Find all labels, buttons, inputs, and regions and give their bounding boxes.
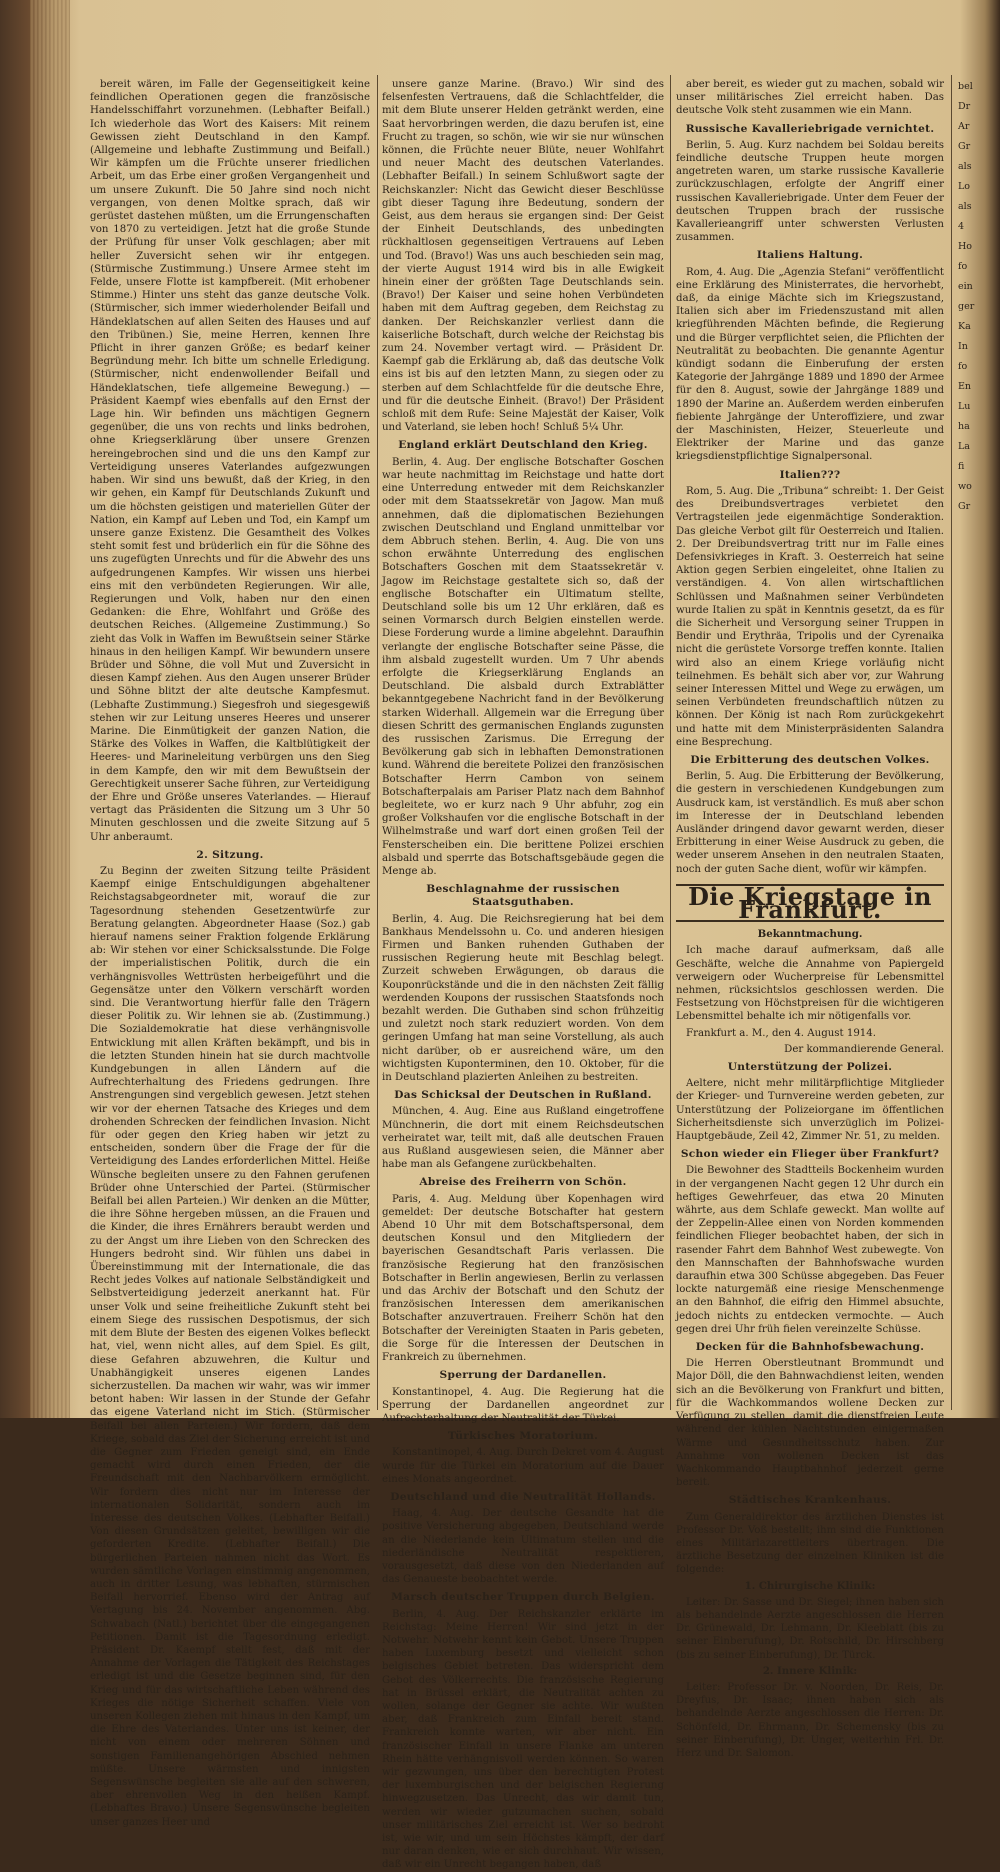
article-text: Leiter: Dr. Sasse und Dr. Siegel; ihnen haben sich als behandelnde Aerzte angeschlossen die Herren Dr. Grünewald, Dr. Lehmann, Dr. Kleeblatt (bis zu seiner Einberufung), Dr. Rotschild, Dr. Hirschberg (bis zu seiner Einberufung), Dr. Türck. (676, 1596, 944, 1661)
article-text: aber bereit, es wieder gut zu machen, sobald wir unser militärisches Ziel erreicht haben. Das deutsche Volk steht zusammen wie ein Mann. (676, 79, 944, 117)
section-heading: England erklärt Deutschland den Krieg. (398, 439, 648, 452)
section-heading: Deutschland und die Neutralität Hollands. (390, 1490, 656, 1503)
article-text: Rom, 4. Aug. Die „Agenzia Stefani“ veröffentlicht eine Erklärung des Ministerrates, die hervorhebt, daß, da einige Mächte sich im Kriegszustand, Italien sich aber im Friedenszustand mit allen kriegführenden Mächten befinde, die Regierung und die Bürger verpflichtet seien, die Pflichten der Neutralität zu beobachten. Die genannte Agentur kündigt sodann die Einberufung der ersten Kategorie der Jahrgänge 1889 und 1890 der Armee für den 8. August, sowie der Jahrgänge 1889 und 1890 der Marine an. Außerdem werden einberufen fiebiente Jahrgänge der Unteroffiziere, und zwar der Maschinisten, Heizer, Steuerleute und Elektriker der Marine und das ganze kriegsdienstpflichtige Signalpersonal. (676, 266, 944, 463)
fragment-word: bel (958, 81, 973, 92)
fragment-word: als (958, 161, 972, 172)
fragment-word: 4 (958, 221, 965, 232)
column-2 (382, 78, 664, 1871)
page-edge (30, 0, 70, 1418)
fragment-word: wo (958, 481, 972, 492)
column-rule (951, 75, 952, 1410)
section-heading: Decken für die Bahnhofsbewachung. (695, 1341, 925, 1354)
section-heading: Abreise des Freiherrn von Schön. (419, 1176, 627, 1189)
article-text: München, 4. Aug. Eine aus Rußland eingetroffene Münchnerin, die dort mit einem Reichsdeutschen verheiratet war, teilt mit, daß alle deutschen Frauen aus Rußland ausgewiesen seien, die Männer aber habe man als Gefangene zurückbehalten. (382, 1106, 664, 1171)
fragment-word: fo (958, 361, 968, 372)
fragment-word: En (958, 381, 972, 392)
fragment-word: La (958, 441, 970, 452)
fragment-word: Ar (958, 121, 970, 132)
section-heading: Das Schicksal der Deutschen in Rußland. (394, 1089, 652, 1102)
fragment-word: Lo (958, 181, 971, 192)
article-text: Aeltere, nicht mehr militärpflichtige Mitglieder der Krieger- und Turnvereine werden gebeten, zur Unterstützung der Polizeiorgane im öffentlichen Sicherheitsdienste sich unverzüglich im Polizei-Hauptgebäude, Zeil 42, Zimmer Nr. 51, zu melden. (676, 1078, 944, 1143)
fragment-word: fo (958, 261, 968, 272)
fragment-word: ger (958, 301, 975, 312)
fragment-word: In (958, 341, 968, 352)
column-3 (676, 78, 944, 1759)
article-text: Berlin, 4. Aug. Der Reichskanzler erklärte im Reichstag: Meine Herren! Wir sind jetzt in der Notwehr. Notwehr kennt kein Gebot. Unsere Truppen haben Luxemburg besetzt und vielleicht schon belgisches Gebiet betreten. Das widerspricht dem Gebot des Völkerrechts. Die französische Regierung hat in Brüssel erklärt, die Neutralität achten zu wollen, solange der Gegner sie achte. Wir wußten aber, daß Frankreich zum Einfall bereit stand. Frankreich konnte warten, wir aber nicht. Ein französischer Einfall in unsere Flanke am unteren Rhein hätte verhängnisvoll werden können. So waren wir gezwungen, uns über den berechtigten Protest der luxemburgischen und der belgischen Regierung hinwegzusetzen. Das Unrecht, das wir damit tun, werden wir wieder gutzumachen suchen, sobald unser militärisches Ziel erreicht ist. Wer so bedroht ist, wie wir, und um sein Höchstes kämpft, der darf nur daran denken, wie er sich durchhaut. Wir wissen, daß wir ein Unrecht begangen haben, daß (382, 1608, 664, 1871)
section-heading: Städtisches Krankenhaus. (728, 1494, 892, 1507)
section-heading: Schon wieder ein Flieger über Frankfurt? (680, 1148, 940, 1161)
article-text: Berlin, 4. Aug. Der englische Botschafter Goschen war heute nachmittag im Reichstage und hatte dort eine Unterredung entweder mit dem Reichskanzler oder mit dem Staatssekretär von Jagow. Man muß annehmen, daß die diplomatischen Beziehungen zwischen Deutschland und England unmittelbar vor dem Abbruch stehen. Berlin, 4. Aug. Die von uns schon erwähnte Unterredung des englischen Botschafters Goschen mit dem Staatssekretär v. Jagow im Reichstage gestaltete sich so, daß der englische Botschafter ein Ultimatum stellte, Deutschland solle bis um 12 Uhr erklären, daß es seinen Vormarsch durch Belgien einstellen werde. Diese Forderung wurde a limine abgelehnt. Daraufhin verlangte der englische Botschafter seine Pässe, die ihm alsbald zugestellt wurden. Um 7 Uhr abends erfolgte die Kriegserklärung Englands an Deutschland. Die alsbald durch Extrablätter bekanntgegebene Nachricht fand in der Bevölkerung starken Widerhall. Allgemein war die Erregung über diesen Schritt des germanischen Englands zugunsten des russischen Zarismus. Die Erregung der Bevölkerung gab sich in lebhaften Demonstrationen kund. Während die bereitete Polizei den französischen Botschafter Herrn Cambon von seinem Botschafterpalais am Pariser Platz nach dem Bahnhof begleitete, wo er kurz nach 9 Uhr abfuhr, zog ein großer Volkshaufen vor die englische Botschaft in der Wilhelmstraße und warf dort einen großen Teil der Fensterscheiben ein. Die berittene Polizei erschien alsbald und sperrte das Botschaftsgebäude gegen die Menge ab. (382, 456, 664, 877)
article-text: Die Herren Oberstleutnant Brommundt und Major Döll, die den Bahnwachdienst leiten, wenden sich an die Bevölkerung von Frankfurt und bitten, für die Wachkommandos wollene Decken zur Verfügung zu stellen, damit die dienstfreien Leute während der kühlen Nachtstunden einigermaßen Wärme und Gesundheitsschutz haben. Zur Annahme von wollenen Decken ist das Wachkommando Hauptbahnhof jederzeit gerne bereit. (676, 1358, 944, 1489)
article-text: Die Bewohner des Stadtteils Bockenheim wurden in der vergangenen Nacht gegen 12 Uhr durch ein heftiges Gewehrfeuer, das etwa 20 Minuten währte, aus dem Schlafe geweckt. Man wollte auf der Zeppelin-Allee einen von Norden kommenden feindlichen Flieger beobachtet haben, der sich in rasender Fahrt dem Bahnhof West zubewegte. Von den Mannschaften der Bahnhofswache wurden daraufhin etwa 300 Schüsse abgegeben. Das Feuer lockte naturgemäß eine riesige Menschenmenge an den Bahnhof, die eifrig den Himmel absuchte, jedoch nichts zu entdecken vermochte. — Auch gegen drei Uhr früh fielen vereinzelte Schüsse. (676, 1165, 944, 1335)
article-text: Ich mache darauf aufmerksam, daß alle Geschäfte, welche die Annahme von Papiergeld verweigern oder Wucherpreise für Lebensmittel nehmen, rücksichtslos geschlossen werden. Die Festsetzung von Höchstpreisen für die wichtigeren Lebensmittel behalte ich mir nötigenfalls vor. (676, 945, 944, 1023)
article-text: Konstantinopel, 4. Aug. Die Regierung hat die Sperrung der Dardanellen angeordnet zur Aufrechterhaltung der Neutralität der Türkei. (382, 1386, 664, 1424)
section-heading: Russische Kavalleriebrigade vernichtet. (685, 122, 935, 135)
section-heading: 2. Sitzung. (196, 848, 264, 861)
article-text: Haag, 4. Aug. Der deutsche Gesandte hat die positive Versicherung abgegeben, Deutschland werde an die Niederlande kein Ultimatum stellen und die niederländische Neutralität respektieren, vorausgesetzt, daß diese von den Niederlanden auf das Genaueste beobachtet werde. (382, 1508, 664, 1586)
section-heading: Marsch deutscher Truppen durch Belgien. (391, 1591, 655, 1604)
article-text: bereit wären, im Falle der Gegenseitigkeit keine feindlichen Operationen gegen die französische Handelsschiffahrt vorzunehmen. (Lebhafter Beifall.) Ich wiederhole das Wort des Kaisers: Mit reinem Gewissen zieht Deutschland in den Kampf. (Allgemeine und lebhafte Zustimmung und Beifall.) Wir kämpfen um die Früchte unserer friedlichen Arbeit, um das Erbe einer großen Vergangenheit und um unsere Zukunft. Die 50 Jahre sind noch nicht vergangen, von denen Moltke sprach, daß wir gerüstet dastehen müßten, um die Errungenschaften von 1870 zu verteidigen. Jetzt hat die große Stunde der Prüfung für unser Volk geschlagen; aber mit heller Zuversicht sehen wir ihr entgegen. (Stürmische Zustimmung.) Unsere Armee steht im Felde, unsere Flotte ist kampfbereit. (Mit erhobener Stimme.) Hinter uns steht das ganze deutsche Volk. (Stürmischer, sich immer wiederholender Beifall und Händeklatschen auf allen Seiten des Hauses und auf den Tribünen.) Sie, meine Herren, kennen Ihre Pflicht in ihrer ganzen Größe; es bedarf keiner Begründung mehr. Ich bitte um schnelle Erledigung. (Stürmischer, nicht endenwollender Beifall und Händeklatschen, tiefe allgemeine Bewegung.) — Präsident Kaempf wies ebenfalls auf den Ernst der Lage hin. Wir befinden uns mächtigen Gegnern gegenüber, die uns von rechts und links bedrohen, ohne Kriegserklärung über unsere Grenzen hereingebrochen sind und die uns den Kampf zur Verteidigung unseres Vaterlandes aufgezwungen haben. Wir sind uns bewußt, daß der Krieg, in den wir gehen, ein Kampf für Deutschlands Zukunft und um die höchsten geistigen und materiellen Güter der Nation, ein Kampf auf Leben und Tod, ein Kampf um unsere ganze Existenz. Die Gesamtheit des Volkes steht somit fest und brüderlich ein für die Söhne des uns zugefügten Unrechts und für die Abwehr des uns aufgedrungenen Kampfes. Wir wissen uns hierbei eins mit den verbündeten Regierungen. Wir alle, Regierungen und Volk, haben nur den einen Gedanken: die Ehre, Wohlfahrt und Größe des deutschen Reiches. (Allgemeine Zustimmung.) So zieht das Volk in Waffen im Bewußtsein seiner Stärke hinaus in den heiligen Kampf. Wir bewundern unsere Brüder und Söhne, die voll Mut und Zuversicht in diesen Kampf ziehen. Aus den Augen unserer Brüder und Söhne blitzt der alte deutsche Kampfesmut. (Lebhafte Zustimmung.) Siegesfroh und siegesgewiß stehen wir zur Leitung unseres Heeres und unserer Marine. Die Einmütigkeit der ganzen Nation, die Stärke des Volkes in Waffen, die Kaltblütigkeit der Heeres- und Marineleitung verbürgen uns den Sieg in dem Kampfe, den wir mit dem Bewußtsein der Gerechtigkeit unserer Sache führen, zur Verteidigung der Ehre und Größe unseres Vaterlandes. — Hierauf vertagt das Präsidenten die Sitzung um 3 Uhr 50 Minuten geschlossen und die zweite Sitzung auf 5 Uhr anberaumt. (90, 79, 370, 843)
fragment-word: Gr (958, 501, 971, 512)
fragment-word: ein (958, 281, 973, 292)
clinic-heading: 2. Innere Klinik: (762, 1664, 858, 1677)
fragment-word: Gr (958, 141, 971, 152)
column-1 (90, 78, 370, 1828)
fragment-word: Lu (958, 401, 971, 412)
adjacent-page-fragment (958, 80, 1000, 1380)
article-text: Konstantinopel, 4. Aug. Durch Dekret vom 4. August wurde für die Türkei ein Moratorium auf die Dauer eines Monats angeordnet. (382, 1447, 664, 1485)
article-text: Zum Generaldirektor des ärztlichen Dienstes ist Professor Dr. Voß bestellt; ihm sind die Funktionen eines Militärlazarettleiters übertragen. Die ärztliche Besetzung der einzelnen Kliniken ist die folgende: (676, 1511, 944, 1576)
section-banner: Die Kriegstage in Frankfurt. (676, 884, 944, 922)
clinic-heading: 1. Chirurgische Klinik: (744, 1579, 876, 1592)
article-text: Berlin, 5. Aug. Kurz nachdem bei Soldau bereits feindliche deutsche Truppen heute morgen angetreten waren, um starke russische Kavallerie zurückzuschlagen, erfolgte der Angriff einer russischen Kavalleriebrigade. Unter dem Feuer der deutschen Truppen brach der russische Kavallerieangriff unter schwersten Verlusten zusammen. (676, 139, 944, 244)
signature: Der kommandierende General. (784, 1043, 944, 1055)
section-heading: Italien??? (779, 468, 841, 481)
fragment-word: ha (958, 421, 970, 432)
article-text: Zu Beginn der zweiten Sitzung teilte Präsident Kaempf einige Entschuldigungen abgehaltener Reichstagsabgeordneter mit, worauf die zur Tagesordnung stehenden Gesetzentwürfe zur Beratung gelangten. Abgeordneter Haase (Soz.) gab hierauf namens seiner Fraktion folgende Erklärung ab: Wir stehen vor einer Schicksalsstunde. Die Folge der imperialistischen Politik, durch die ein verhängnisvolles Wettrüsten herbeigeführt und die Gegensätze unter den Völkern verschärft worden sind. Die Verantwortung hierfür falle den Trägern dieser Politik zu. Wir lehnen sie ab. (Zustimmung.) Die Sozialdemokratie hat diese verhängnisvolle Entwicklung mit allen Kräften bekämpft, und bis in die letzten Stunden hinein hat sie durch machtvolle Kundgebungen in allen Ländern auf die Aufrechterhaltung des Friedens gedrungen. Ihre Anstrengungen sind vergeblich gewesen. Jetzt stehen wir vor der ehernen Tatsache des Krieges und dem drohenden Schrecken der feindlichen Invasion. Nicht für oder gegen den Krieg haben wir jetzt zu entscheiden, sondern über die Frage der für die Verteidigung des Landes erforderlichen Mittel. Heiße Wünsche begleiten unsere zu den Fahnen gerufenen Brüder ohne Unterschied der Partei. (Stürmischer Beifall bei allen Parteien.) Wir denken an die Mütter, die ihre Söhne hergeben müssen, an die Frauen und die Kinder, die ihres Ernährers beraubt werden und zu der Angst um ihre Lieben von den Schrecken des Hungers bedroht sind. Wir fühlen uns dabei in Übereinstimmung mit der Internationale, die das Recht jedes Volkes auf nationale Selbständigkeit und Selbstverteidigung jederzeit anerkannt hat. Für unser Volk und seine freiheitliche Zukunft steht bei einem Siege des russischen Despotismus, der sich mit dem Blute der Besten des eigenen Volkes befleckt hat, viel, wenn nicht alles, auf dem Spiel. Es gilt, diese Gefahren abzuwehren, die Kultur und Unabhängigkeit unseres eigenen Landes sicherzustellen. Da machen wir wahr, was wir immer betont haben: Wir lassen in der Stunde der Gefahr das eigene Vaterland nicht im Stich. (Stürmischer Beifall bei allen Parteien.) Wir fordern, daß dem Kriege, sobald das Ziel der Sicherung erreicht ist und die Gegner zum Frieden geneigt sind, ein Ende gemacht wird durch einen Frieden, der die Freundschaft mit den Nachbarvölkern ermöglicht. Wir fordern dies nicht nur im Interesse der internationalen Solidarität, sondern auch im Interesse des deutschen Volkes. (Lebhafter Beifall.) Von diesen Grundsätzen geleitet, bewilligen wir die geforderten Kredite. (Lebhafter Beifall.) Die bürgerlichen Parteien nahmen nicht das Wort. Es wurden sämtliche Vorlagen einstimmig angenommen, auch in dritter Lesung, was lebhaften, stürmischen Beifall hervorrief. Ebenso wird der Antrag auf Vertagung bis 24. November angenommen. Abg. Schwabach (Natl.) berichtet über die eingegangenen Petitionen. Damit ist die Tagesordnung erledigt. Präsident Dr. Kaempf stellt fest, daß mit der Annahme der Vorlagen die Tätigkeit des Reichstages erledigt ist und die Gesetze beginnen sind, für den Krieg und für das wirtschaftliche Leben während des Krieges die nötige Sicherheit schaffen. Viele von unseren Kollegen ziehen mit hinaus in den Kampf, um die Ehre des Vaterlandes. Unter uns ist keiner, der nicht von einem oder mehreren Söhnen und sonstigen Familienangehörigen Abschied nehmen müßte. Unsere wärmsten und innigsten Segenswünsche begleiten sie alle auf den schweren, aber ehrenvollen Weg in den heißen Kampf. (Lebhaftes Bravo.) Unsere Segenswünsche begleiten unser ganzes Heer und (90, 865, 370, 1828)
section-heading: Beschlagnahme der russischen Staatsguthaben. (426, 883, 620, 909)
fragment-word: Ka (958, 321, 971, 332)
section-heading: Türkisches Moratorium. (447, 1430, 599, 1443)
article-text: Berlin, 4. Aug. Die Reichsregierung hat bei dem Bankhaus Mendelssohn u. Co. und anderen hiesigen Firmen und Banken ruhenden Guthaben der russischen Regierung heute mit Beschlag belegt. Zurzeit schweben Erwägungen, ob daraus die Kouponrückstände und die in den nächsten Zeit fällig werdenden Koupons der russischen Staatsfonds noch bezahlt werden. Die Guthaben sind schon frühzeitig und zuletzt noch stark reduziert worden. Von dem geringen Umfang hat man seine Vorstellung, als auch nicht darüber, ob er ausreichend wäre, um den wichtigsten Kuponterminen, den 10. Oktober, für die in Deutschland plazierten Anleihen zu bestreiten. (382, 913, 664, 1084)
section-heading: Die Erbitterung des deutschen Volkes. (690, 753, 930, 766)
article-text: Berlin, 5. Aug. Die Erbitterung der Bevölkerung, die gestern in verschiedenen Kundgebungen zum Ausdruck kam, ist verständlich. Es muß aber schon im Interesse der in Deutschland lebenden Ausländer dringend davor gewarnt werden, dieser Erbitterung in einer Weise Ausdruck zu geben, die weder unserem Ansehen in den neutralen Staaten, noch der guten Sache dient, wofür wir kämpfen. (676, 771, 944, 875)
section-heading: Italiens Haltung. (756, 249, 864, 262)
article-text: Leiter: Professor Dr. v. Noorden, Dr. Reis, Dr. Dreyfus, Dr. Isaac; ihnen haben sich als behandelnde Aerzte angeschlossen die Herren: Dr. Schönfeld, Dr. Ehrmann, Dr. Schemensky (bis zu seiner Einberufung), Dr. Unger, weiterhin Frl. Dr. Herz und Dr. Salomon. (676, 1681, 944, 1759)
fragment-word: als (958, 201, 972, 212)
article-text: Paris, 4. Aug. Meldung über Kopenhagen wird gemeldet: Der deutsche Botschafter hat gestern Abend 10 Uhr mit dem Botschaftspersonal, dem deutschen Konsul und den Mitgliedern der bayerischen Gesandtschaft Paris verlassen. Die französische Regierung hat den französischen Botschafter in Berlin angewiesen, Berlin zu verlassen und das Archiv der Botschaft und den Schutz der französischen Interessen dem amerikanischen Botschafter anzuvertrauen. Freiherr Schön hat den Botschafter der Vereinigten Staaten in Paris gebeten, die Sorge für die Interessen der Deutschen in Frankreich zu übernehmen. (382, 1193, 664, 1364)
column-rule (377, 75, 378, 1410)
fragment-word: fi (958, 461, 965, 472)
article-text: unsere ganze Marine. (Bravo.) Wir sind des felsenfesten Vertrauens, daß die Schlachtfelder, die mit dem Blute unserer Helden getränkt werden, eine Saat hervorbringen werden, die dazu berufen ist, eine Frucht zu tragen, so schön, wie wir sie nur wünschen können, die Früchte neuer Blüte, neuer Wohlfahrt und neuer Macht des deutschen Vaterlandes. (Lebhafter Beifall.) In seinem Schlußwort sagte der Reichskanzler: Nicht das Gewicht dieser Beschlüsse gibt dieser Tagung ihre Bedeutung, sondern der Geist, aus dem heraus sie ergangen sind: Der Geist der Einheit Deutschlands, des unbedingten rückhaltlosen gegenseitigen Vertrauens auf Leben und Tod. (Bravo!) Was uns auch beschieden sein mag, der vierte August 1914 wird bis in alle Ewigkeit hinein einer der größten Tage Deutschlands sein. (Bravo!) Der Kaiser und seine hohen Verbündeten haben mit dem Auftrag gegeben, dem Reichstag zu danken. Der Reichskanzler verliest dann die kaiserliche Botschaft, durch welche der Reichstag bis zum 24. November vertagt wird. — Präsident Dr. Kaempf gab die Erklärung ab, daß das deutsche Volk eins ist bis auf den letzten Mann, zu siegen oder zu sterben auf dem Schlachtfelde für die deutsche Ehre, und für die deutsche Einheit. (Bravo!) Der Präsident schloß mit dem Rufe: Seine Majestät der Kaiser, Volk und Vaterland, sie leben hoch! Schluß 5¼ Uhr. (382, 79, 664, 434)
fragment-word: Dr (958, 101, 971, 112)
section-heading: Sperrung der Dardanellen. (439, 1369, 607, 1382)
announcement-heading: Bekanntmachung. (757, 928, 863, 941)
dateline: Frankfurt a. M., den 4. August 1914. (686, 1027, 877, 1039)
fragment-word: Ho (958, 241, 973, 252)
article-text: Rom, 5. Aug. Die „Tribuna“ schreibt: 1. Der Geist des Dreibundsvertrages verbietet den Vertragsteilen jede eigenmächtige Sonderaktion. Das gleiche Verbot gilt für Oesterreich und Italien. 2. Der Dreibundsvertrag tritt nur im Falle eines Defensivkrieges in Kraft. 3. Oesterreich hat seine Aktion gegen Serbien eingeleitet, ohne Italien zu verständigen. 4. Von allen wirtschaftlichen Schlüssen und Maßnahmen seiner Verbündeten wurde Italien zu spät in Kenntnis gesetzt, da es für die Sicherheit und Versorgung seiner Truppen in Bendir und Erythräa, Tripolis und der Cyrenaika nicht die gerüstete Vorsorge treffen konnte. Italien wird also an einem Kriege vorläufig nicht teilnehmen. Es behält sich aber vor, zur Wahrung seiner Interessen Mittel und Wege zu erwägen, um seinen Verbündeten freundschaftlich nützen zu können. Der König ist nach Rom zurückgekehrt und hatte mit dem Ministerpräsidenten Salandra eine Besprechung. (676, 485, 944, 748)
section-heading: Unterstützung der Polizei. (727, 1061, 893, 1074)
column-rule (670, 75, 671, 1410)
